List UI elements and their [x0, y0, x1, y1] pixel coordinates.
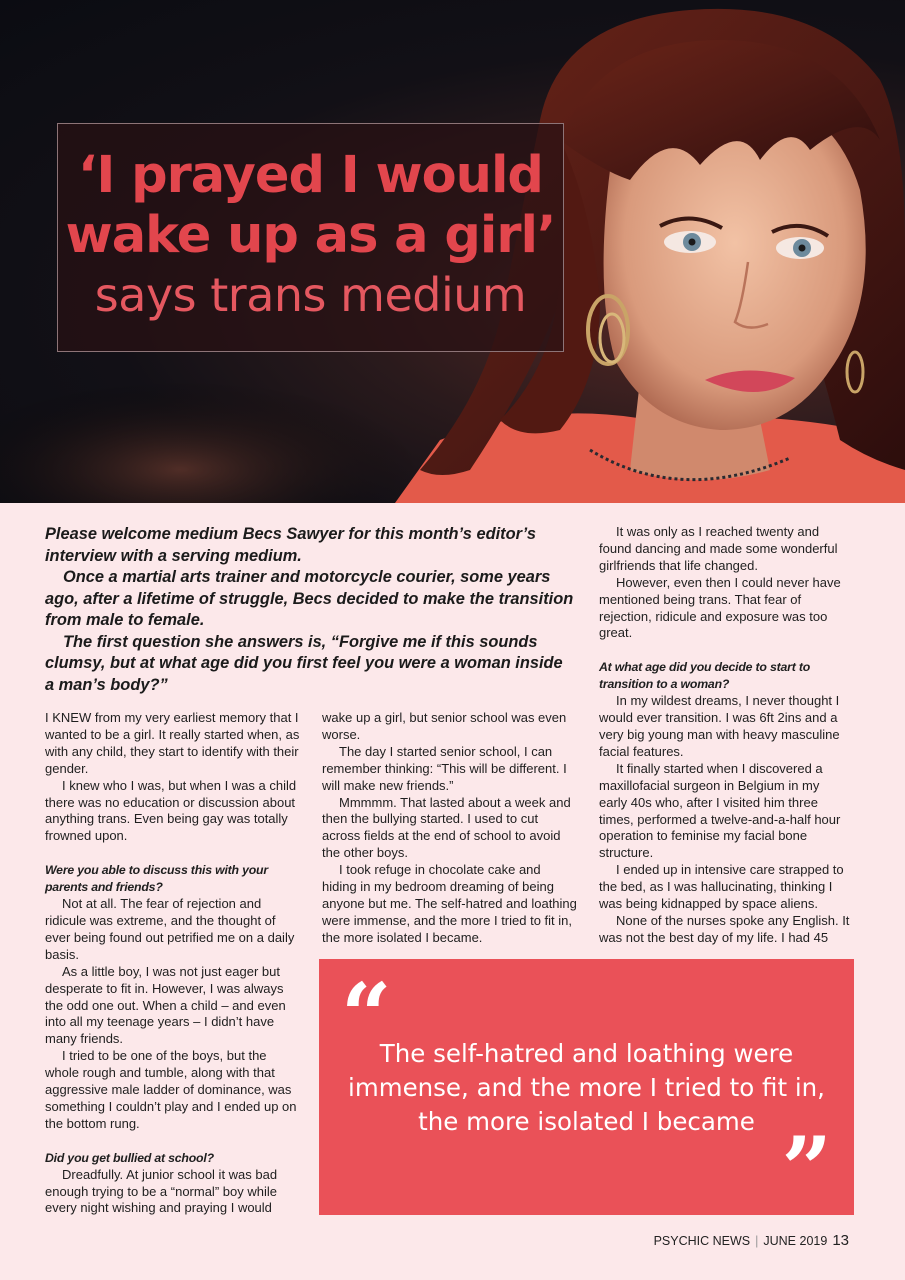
- interview-question: Were you able to discuss this with your parents and friends?: [45, 863, 268, 895]
- body-paragraph: Mmmmm. That lasted about a week and then the bullying started. I used to cut across fields at the end of school to avoid the other boys.: [322, 794, 571, 861]
- hero-photo: [0, 0, 905, 503]
- body-paragraph: I ended up in intensive care strapped to the bed, as I was hallucinating, thinking I was being kidnapped by space aliens.: [599, 862, 844, 912]
- open-quote-icon: “: [341, 963, 392, 1067]
- publication-name: PSYCHIC NEWS: [653, 1234, 751, 1248]
- body-paragraph: I knew who I was, but when I was a child there was no education or discussion about anything trans. Even being gay was totally frowned upon.: [45, 777, 297, 844]
- pull-quote: [319, 959, 854, 1221]
- page-number: 13: [832, 1232, 849, 1249]
- body-paragraph: As a little boy, I was not just eager but desperate to fit in. However, I was always the odd one out. When a child – and even into all my teenage years – I didn’t have many friends.: [45, 963, 286, 1047]
- body-paragraph: None of the nurses spoke any English. It was not the best day of my life. I had 45: [599, 912, 850, 945]
- page-footer: [654, 1232, 849, 1249]
- body-paragraph: I KNEW from my very earliest memory that I wanted to be a girl. It really started when, as with any child, they start to identify with their gender.: [45, 710, 300, 776]
- headline-subtitle: says trans medium: [94, 268, 527, 322]
- article-column-3: [599, 524, 851, 947]
- body-paragraph: In my wildest dreams, I never thought I would ever transition. I was 6ft 2ins and a very big young man with heavy masculine facial features.: [599, 693, 840, 759]
- standfirst-paragraph: The first question she answers is, “Forgive me if this sounds clumsy, but at what age did you first feel you were a woman inside a man’s body?”: [45, 632, 563, 694]
- headline-box: [57, 123, 564, 352]
- body-paragraph: wake up a girl, but senior school was even worse.: [322, 710, 567, 742]
- standfirst-paragraph: Please welcome medium Becs Sawyer for this month’s editor’s interview with a serving medium.: [45, 525, 536, 565]
- pull-quote-text: The self-hatred and loathing were immense, and the more I tried to fit in, the more isolated I became: [348, 1039, 825, 1136]
- body-paragraph: I took refuge in chocolate cake and hiding in my bedroom dreaming of being anyone but me. The self-hatred and loathing were immense, and the more I tried to fit in, the more isolated I became.: [322, 862, 577, 945]
- body-paragraph: The day I started senior school, I can remember thinking: “This will be different. I will make new friends.”: [322, 743, 567, 793]
- body-paragraph: It finally started when I discovered a maxillofacial surgeon in Belgium in my early 40s who, after I visited him three times, performed a twelve-and-a-half hour operation to feminise my facial bone structure.: [599, 760, 841, 861]
- body-paragraph: It was only as I reached twenty and found dancing and made some wonderful girlfriends that life changed.: [599, 524, 838, 573]
- article-column-1: [45, 710, 303, 1217]
- body-paragraph: However, even then I could never have mentioned being trans. That fear of rejection, ridicule and exposure was too great.: [599, 574, 841, 641]
- standfirst-paragraph: Once a martial arts trainer and motorcycle courier, some years ago, after a lifetime of struggle, Becs decided to make the transition from male to female.: [45, 568, 574, 629]
- headline-line-2: wake up as a girl’: [65, 206, 556, 265]
- body-paragraph: Dreadfully. At junior school it was bad enough trying to be a “normal” boy while every night wishing and praying I would: [45, 1166, 278, 1216]
- footer-separator: |: [755, 1234, 759, 1248]
- issue-date: JUNE 2019: [763, 1234, 828, 1248]
- article-column-2: [322, 710, 578, 947]
- close-quote-icon: ”: [781, 1117, 832, 1221]
- body-paragraph: I tried to be one of the boys, but the whole rough and tumble, along with that aggressive male ladder of dominance, was something I couldn’t play and I ended up on the bottom rung.: [45, 1048, 297, 1131]
- standfirst: [45, 524, 575, 696]
- interview-question: At what age did you decide to start to transition to a woman?: [599, 660, 811, 692]
- body-paragraph: Not at all. The fear of rejection and ridicule was extreme, and the thought of ever being found out petrified me on a daily basis.: [45, 896, 295, 962]
- headline-line-1: ‘I prayed I would: [78, 146, 543, 205]
- interview-question: Did you get bullied at school?: [45, 1150, 214, 1165]
